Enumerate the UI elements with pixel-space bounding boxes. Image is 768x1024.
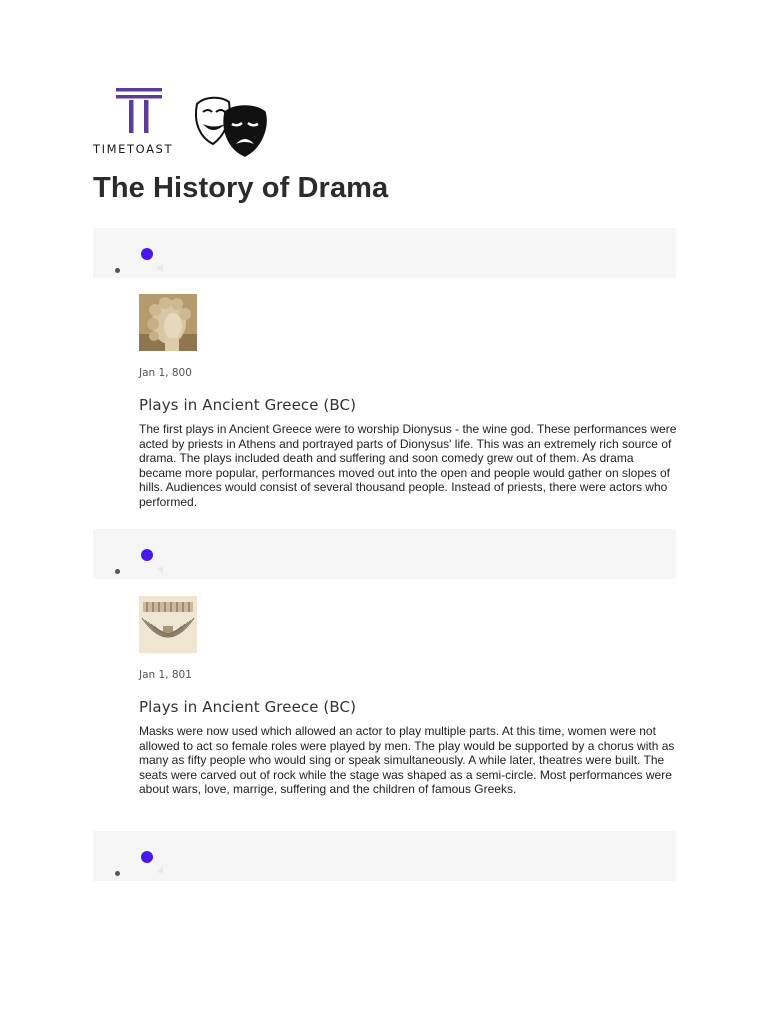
- page-title: The History of Drama: [93, 172, 389, 204]
- timeline-event: [139, 596, 677, 797]
- event-date: Jan 1, 800: [139, 367, 192, 379]
- greek-theatre-thumbnail[interactable]: [139, 596, 197, 653]
- list-bullet-icon: [115, 569, 120, 574]
- timeline-marker-band: [93, 529, 676, 579]
- arrow-left-icon: [156, 867, 163, 875]
- list-bullet-icon: [115, 268, 120, 273]
- list-bullet-icon: [115, 871, 120, 876]
- timeline-dot-icon[interactable]: [141, 248, 153, 260]
- event-description: The first plays in Ancient Greece were to worship Dionysus - the wine god. These performances were acted by priests in Athens and portrayed parts of Dionysus' life. This was an extremely rich source of drama. The plays included death and suffering and soon comedy grew out of them. As drama became more popular, performances moved out into the open and people would gather on slopes of hills. Audiences would consist of several thousand people. Instead of priests, there were actors who performed.: [139, 422, 677, 509]
- dionysus-bust-thumbnail[interactable]: [139, 294, 197, 351]
- event-description: Masks were now used which allowed an actor to play multiple parts. At this time, women were not allowed to act so female roles were played by men. The play would be supported by a chorus with as many as fifty people who would sing or speak simultaneously. A while later, theatres were built. The seats were carved out of rock while the stage was shaped as a semi-circle. Most performances were about wars, love, marrige, suffering and the children of famous Greeks.: [139, 724, 675, 797]
- arrow-left-icon: [156, 264, 163, 272]
- event-date: Jan 1, 801: [139, 669, 192, 681]
- timeline-dot-icon[interactable]: [141, 851, 153, 863]
- arrow-left-icon: [156, 565, 163, 573]
- theatre-masks-icon: [191, 94, 271, 158]
- timeline-dot-icon[interactable]: [141, 549, 153, 561]
- timeline-marker-band: [93, 831, 676, 881]
- timeline-marker-band: [93, 228, 676, 278]
- timetoast-logo[interactable]: [93, 86, 273, 158]
- logo-wordmark: TIMETOAST: [93, 142, 174, 156]
- timeline-event: [139, 294, 677, 510]
- event-title[interactable]: Plays in Ancient Greece (BC): [139, 698, 357, 716]
- event-title[interactable]: Plays in Ancient Greece (BC): [139, 396, 357, 414]
- timetoast-t-icon: [113, 86, 165, 134]
